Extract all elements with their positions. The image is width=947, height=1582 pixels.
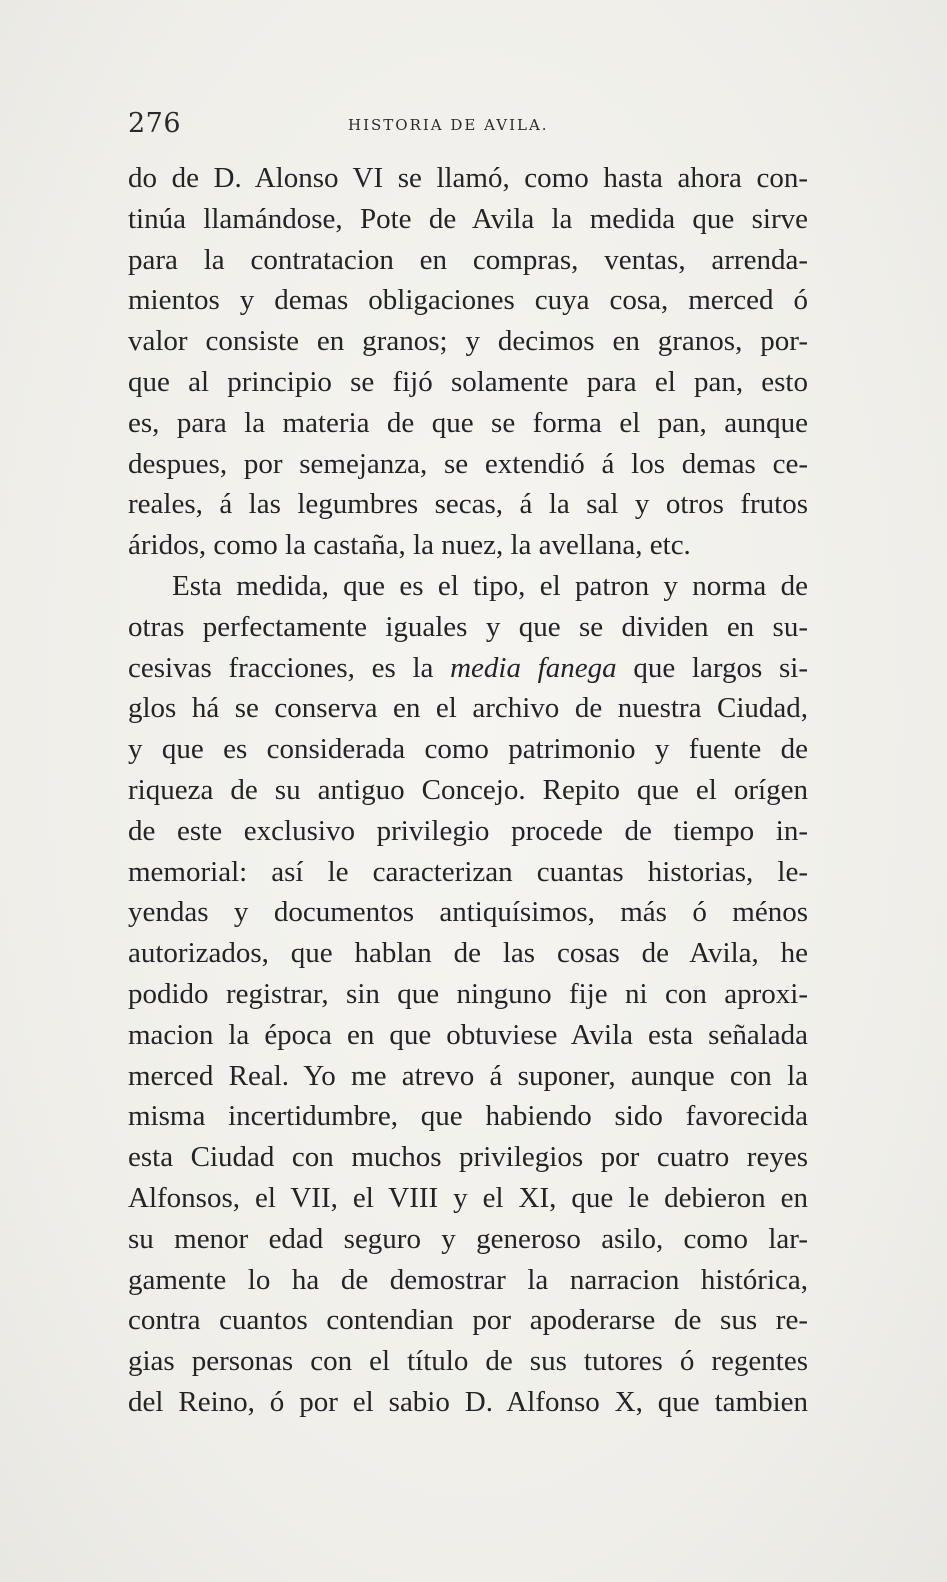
text-line: tinúa llamándose, Pote de Avila la medida que sirve <box>128 202 808 235</box>
text-line: esta Ciudad con muchos privilegios por cuatro reyes <box>128 1141 808 1174</box>
text-line: mientos y demas obligaciones cuya cosa, merced ó <box>128 284 808 317</box>
text-line: Alfonsos, el VII, el VIII y el XI, que le debieron en <box>128 1181 808 1214</box>
text-line: es, para la materia de que se forma el pan, aunque <box>128 406 808 439</box>
text-line: memorial: así le caracterizan cuantas historias, le- <box>128 855 808 888</box>
text-line: gamente lo ha de demostrar la narracion histórica, <box>128 1263 808 1296</box>
text-line: podido registrar, sin que ninguno fije ni con aproxi- <box>128 977 808 1010</box>
page-number: 276 <box>128 108 182 139</box>
text-line: otras perfectamente iguales y que se dividen en su- <box>128 610 808 643</box>
text-line: riqueza de su antiguo Concejo. Repito que el orígen <box>128 773 808 806</box>
text-line: de este exclusivo privilegio procede de tiempo in- <box>128 814 808 847</box>
text-line: do de D. Alonso VI se llamó, como hasta ahora con- <box>128 162 808 194</box>
paragraph-last-line: áridos, como la castaña, la nuez, la avellana, etc. <box>128 529 691 562</box>
text-line: que al principio se fijó solamente para el pan, esto <box>128 365 808 398</box>
running-title: HISTORIA DE AVILA. <box>348 116 549 134</box>
text-line: y que es considerada como patrimonio y fuente de <box>128 733 808 766</box>
text-line: merced Real. Yo me atrevo á suponer, aunque con la <box>128 1059 808 1092</box>
text-line: su menor edad seguro y generoso asilo, como lar- <box>128 1222 808 1255</box>
text-line: autorizados, que hablan de las cosas de Avila, he <box>128 937 808 970</box>
text-segment: cesivas fracciones, es la <box>128 651 451 684</box>
text-line: macion la época en que obtuviese Avila esta señalada <box>128 1018 808 1051</box>
text-line: despues, por semejanza, se extendió á los demas ce- <box>128 447 808 480</box>
paragraph-first-line: Esta medida, que es el tipo, el patron y norma de <box>172 569 808 602</box>
text-line: gias personas con el título de sus tutores ó regentes <box>128 1345 808 1378</box>
text-line: reales, á las legumbres secas, á la sal y otros frutos <box>128 488 808 521</box>
body-text <box>128 158 808 1423</box>
text-line: del Reino, ó por el sabio D. Alfonso X, que tambien <box>128 1385 808 1418</box>
italic-term: media fanega <box>450 651 617 684</box>
text-line: contra cuantos contendian por apoderarse de sus re- <box>128 1304 808 1337</box>
text-line: yendas y documentos antiquísimos, más ó ménos <box>128 896 808 929</box>
text-line: valor consiste en granos; y decimos en granos, por- <box>128 325 808 358</box>
text-segment: que largos si- <box>616 651 808 684</box>
text-line: glos há se conserva en el archivo de nuestra Ciudad, <box>128 692 808 725</box>
running-head <box>128 106 808 146</box>
text-line: para la contratacion en compras, ventas, arrenda- <box>128 243 808 276</box>
text-line: misma incertidumbre, que habiendo sido favorecida <box>128 1100 808 1133</box>
text-line-with-italic <box>128 648 808 689</box>
